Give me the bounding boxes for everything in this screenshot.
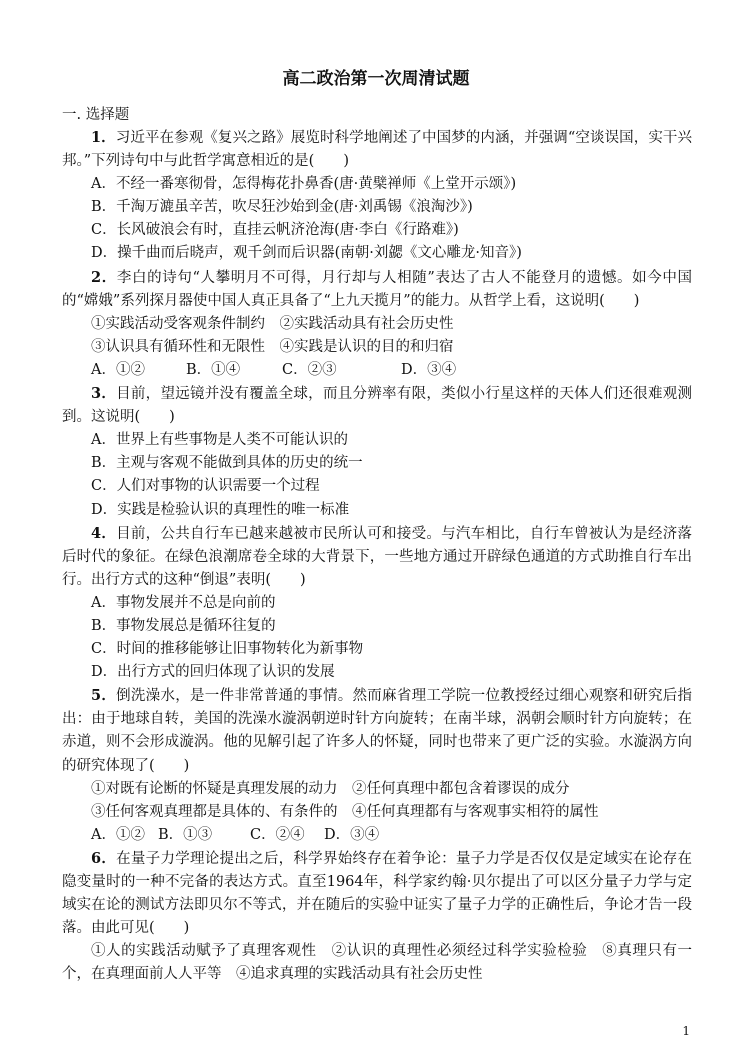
choice-c: C．②③ <box>282 361 337 378</box>
question-6-items: ①人的实践活动赋予了真理客观性 ②认识的真理性必须经过科学实验检验 ⑧真理只有一个，在真理面前人人平等 ④追求真理的实践活动具有社会历史性 <box>62 943 692 983</box>
question-4-stem <box>62 522 692 592</box>
question-number: 1． <box>91 129 116 146</box>
choice-b: B．①③ <box>158 826 213 843</box>
question-text: 目前，公共自行车已越来越被市民所认可和接受。与汽车相比，自行车曾被认为是经济落后时代的象征。在绿色浪潮席卷全球的大背景下，一些地方通过开辟绿色通道的方式助推自行车出行。出行方式的这种“倒退”表明( ) <box>62 525 692 588</box>
question-6-stem <box>62 847 692 940</box>
question-1-option-b: B．千淘万漉虽辛苦，吹尽狂沙始到金(唐·刘禹锡《浪淘沙》) <box>91 199 473 216</box>
section-heading: 一. 选择题 <box>62 107 130 123</box>
question-text: 在量子力学理论提出之后，科学界始终存在着争论：量子力学是否仅仅是定域实在论存在隐变量时的一种不完备的表达方式。直至1964年，科学家约翰·贝尔提出了可以区分量子力学与定域实在论的测试方法即贝尔不等式，并在随后的实验中证实了量子力学的正确性后，争论才告一段落。由此可见( ) <box>62 850 692 937</box>
choice-b: B．①④ <box>186 361 241 378</box>
question-5-items-1: ①对既有论断的怀疑是真理发展的动力 ②任何真理中都包含着谬误的成分 <box>91 780 570 797</box>
question-3-option-d: D．实践是检验认识的真理性的唯一标准 <box>91 501 350 518</box>
page-title: 高二政治第一次周清试题 <box>282 69 470 89</box>
question-number: 3． <box>91 385 117 403</box>
choice-a: A．①② <box>91 361 145 378</box>
question-4-option-a: A．事物发展并不总是向前的 <box>91 594 276 611</box>
question-number: 6． <box>91 849 117 867</box>
question-text: 目前，望远镜并没有覆盖全球，而且分辨率有限，类似小行星这样的天体人们还很难观测到。这说明( ) <box>62 386 692 426</box>
question-5-choices <box>62 824 692 847</box>
question-2-stem <box>62 266 692 313</box>
question-3-option-c: C．人们对事物的认识需要一个过程 <box>91 478 320 495</box>
question-3-option-a: A．世界上有些事物是人类不可能认识的 <box>91 432 348 449</box>
question-1-stem <box>62 126 692 173</box>
choice-a: A．①② <box>91 826 145 843</box>
question-2-items-1: ①实践活动受客观条件制约 ②实践活动具有社会历史性 <box>91 315 454 332</box>
question-list <box>62 126 692 986</box>
question-5-stem <box>62 684 692 777</box>
choice-d: D．③④ <box>324 826 380 843</box>
question-1-option-d: D．操千曲而后晓声，观千剑而后识器(南朝·刘勰《文心雕龙·知音》) <box>91 245 522 262</box>
question-1-option-c: C．长风破浪会有时，直挂云帆济沧海(唐·李白《行路难》) <box>91 222 459 239</box>
question-1-option-a: A．不经一番寒彻骨，怎得梅花扑鼻香(唐·黄檗禅师《上堂开示颂》) <box>91 176 517 193</box>
question-text: 李白的诗句“人攀明月不可得，月行却与人相随”表达了古人不能登月的遗憾。如今中国的“嫦娥”系列探月器使中国人真正具备了“上九天揽月”的能力。从哲学上看，这说明( ) <box>62 269 692 309</box>
question-4-option-d: D．出行方式的回归体现了认识的发展 <box>91 664 335 681</box>
question-number: 2． <box>91 268 117 286</box>
question-number: 4． <box>91 524 117 542</box>
choice-c: C．②④ <box>250 826 305 843</box>
question-text: 习近平在参观《复兴之路》展览时科学地阐述了中国梦的内涵，并强调“空谈误国，实干兴邦。”下列诗句中与此哲学寓意相近的是( ) <box>62 130 692 170</box>
page-number: 1 <box>682 1024 690 1038</box>
question-text: 倒洗澡水，是一件非常普通的事情。然而麻省理工学院一位教授经过细心观察和研究后指出：由于地球自转，美国的洗澡水漩涡朝逆时针方向旋转；在南半球，涡朝会顺时针方向旋转；在赤道，则不会形成漩涡。他的见解引起了许多人的怀疑，同时也带来了更广泛的实验。水漩涡方向的研究体现了( ) <box>62 688 692 774</box>
choice-d: D．③④ <box>401 361 457 378</box>
question-2-items-2: ③认识具有循环性和无限性 ④实践是认识的目的和归宿 <box>91 338 454 355</box>
question-number: 5． <box>91 687 117 705</box>
question-3-option-b: B．主观与客观不能做到具体的历史的统一 <box>91 455 363 472</box>
question-4-option-c: C．时间的推移能够让旧事物转化为新事物 <box>91 641 364 658</box>
question-2-choices <box>62 359 692 382</box>
question-5-items-2: ③任何客观真理都是具体的、有条件的 ④任何真理都有与客观事实相符的属性 <box>91 803 599 820</box>
question-4-option-b: B．事物发展总是循环往复的 <box>91 617 276 634</box>
question-3-stem <box>62 382 692 429</box>
